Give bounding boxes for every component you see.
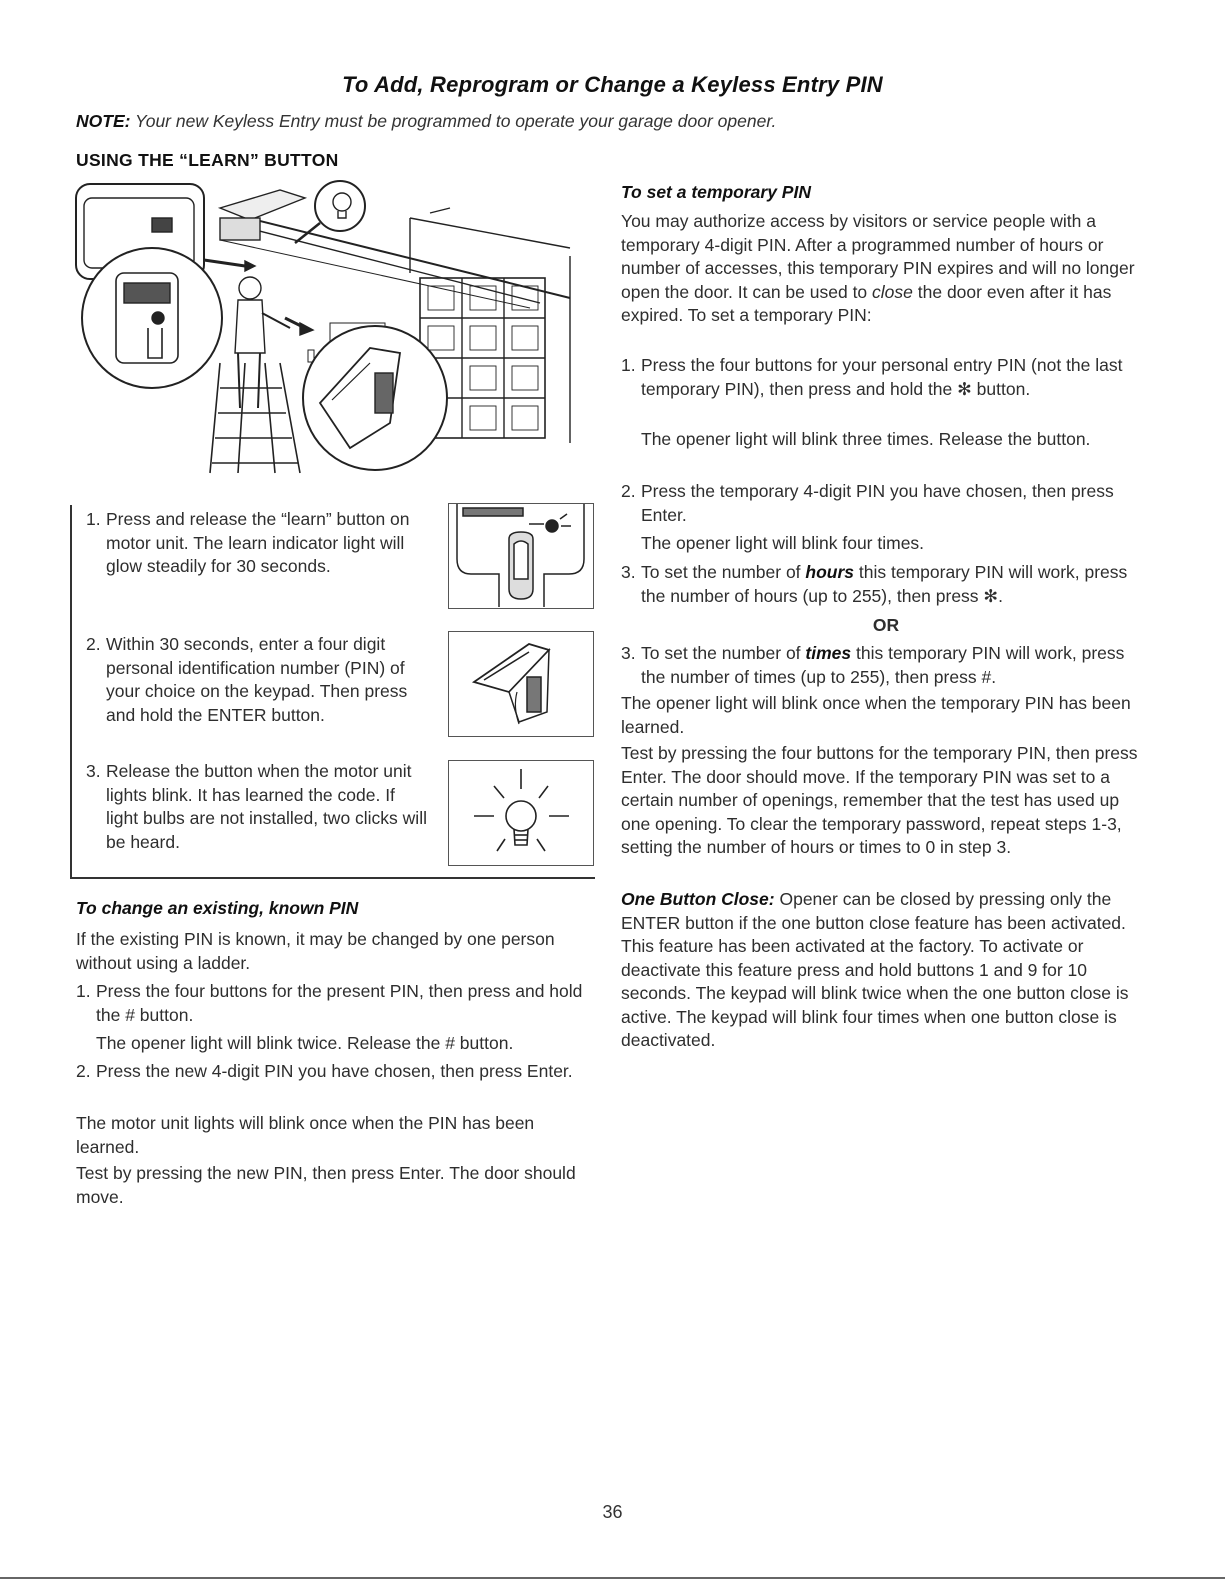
- step-text: Release the button when the motor unit lights blink. It has learned the code. If light bulbs are not installed, two clicks will be heard.: [106, 761, 427, 852]
- garage-scene-illustration: [70, 178, 580, 483]
- one-button-close: [621, 888, 1146, 1053]
- motor-unit-learn-button-icon: [449, 504, 592, 607]
- learn-step-3: [86, 760, 431, 854]
- temp-pin-step-3-times: [621, 642, 1151, 689]
- step-number: 1.: [86, 509, 101, 529]
- step-text: Press the four buttons for your personal entry PIN (not the last temporary PIN), then press and hold the ✻ button.: [641, 355, 1123, 399]
- step-number: 3.: [86, 761, 101, 781]
- step-number: 3.: [621, 643, 636, 663]
- temp-pin-heading: To set a temporary PIN: [621, 182, 811, 202]
- change-pin-intro: If the existing PIN is known, it may be changed by one person without using a ladder.: [76, 929, 555, 973]
- steps-bottom-rule: [70, 877, 595, 879]
- learn-step-1: [86, 508, 431, 579]
- step-number: 1.: [621, 355, 636, 375]
- or-separator: OR: [872, 615, 900, 635]
- note: [76, 111, 776, 132]
- note-text: Your new Keyless Entry must be programmed to operate your garage door opener.: [130, 111, 777, 131]
- temp-pin-intro: [621, 210, 1151, 328]
- step-text: Within 30 seconds, enter a four digit personal identification number (PIN) of your choice on the keypad. Then press and hold the ENTER button.: [106, 634, 408, 725]
- steps-left-rule: [70, 505, 72, 877]
- temp-intro-a: You may authorize access by visitors or service people with a temporary 4-digit PIN. After a programmed number of hours or number of accesses, this temporary PIN expires and will no longer open the door. It can be used to: [621, 211, 1135, 302]
- light-bulb-icon: [449, 761, 592, 864]
- page-bottom-rule: [0, 1577, 1225, 1579]
- change-pin-step-2: [76, 1060, 586, 1084]
- light-bulb-figure: [448, 760, 594, 866]
- step-text-emphasis: times: [805, 643, 852, 663]
- step-text-post: this temporary PIN will work, press the number of hours (up to 255), then press ✻.: [641, 562, 1128, 606]
- temp-pin-step-2-note: The opener light will blink four times.: [641, 533, 925, 553]
- change-pin-after: The motor unit lights will blink once when the PIN has been learned.: [76, 1113, 535, 1157]
- step-text: Press the new 4-digit PIN you have chosen, then press Enter.: [96, 1061, 573, 1081]
- one-button-close-text: Opener can be closed by pressing only the ENTER button if the one button close feature has been activated. This feature has been activated at the factory. To activate or deactivate this feature press and hold buttons 1 and 9 for 10 seconds. The keypad will blink twice when the one button close is active. The keypad will blink four times when one button close is deactivated.: [621, 889, 1129, 1050]
- temp-pin-step-1-note: The opener light will blink three times. Release the button.: [641, 429, 1091, 449]
- keypad-hand-icon: [449, 632, 592, 735]
- step-text: Press the temporary 4-digit PIN you have chosen, then press Enter.: [641, 481, 1114, 525]
- change-pin-step-1-note: The opener light will blink twice. Release the # button.: [96, 1033, 514, 1053]
- page-number: 36: [602, 1502, 623, 1522]
- temp-pin-step-2: [621, 480, 1151, 527]
- page-title: To Add, Reprogram or Change a Keyless Entry PIN: [342, 72, 883, 97]
- step-text: Press the four buttons for the present PIN, then press and hold the # button.: [96, 981, 583, 1025]
- step-text-emphasis: hours: [805, 562, 855, 582]
- temp-pin-learned: The opener light will blink once when the temporary PIN has been learned.: [621, 693, 1131, 737]
- step-number: 2.: [86, 634, 101, 654]
- note-label: NOTE:: [76, 111, 131, 131]
- one-button-close-label: One Button Close:: [621, 889, 775, 909]
- temp-intro-close: close: [872, 281, 913, 302]
- learn-step-2: [86, 633, 431, 727]
- step-number: 3.: [621, 562, 636, 582]
- step-number: 1.: [76, 981, 91, 1001]
- change-pin-test: Test by pressing the new PIN, then press Enter. The door should move.: [76, 1163, 576, 1207]
- step-text: Press and release the “learn” button on motor unit. The learn indicator light will glow steadily for 30 seconds.: [106, 509, 410, 576]
- step-text: [641, 561, 1151, 608]
- temp-pin-test: Test by pressing the four buttons for the temporary PIN, then press Enter. The door should move. If the temporary PIN was set to a certain number of openings, remember that the test has used up one opening. To clear the temporary password, repeat steps 1-3, setting the number of hours or times to 0 in step 3.: [621, 743, 1138, 857]
- step-number: 2.: [621, 481, 636, 501]
- step-text-post: this temporary PIN will work, press the number of times (up to 255), then press #.: [641, 643, 1125, 687]
- learn-heading: USING THE “LEARN” BUTTON: [76, 150, 339, 170]
- step-text-pre: To set the number of: [641, 562, 806, 582]
- change-pin-step-1: [76, 980, 586, 1027]
- change-pin-heading: To change an existing, known PIN: [76, 898, 359, 918]
- motor-unit-learn-button-figure: [448, 503, 594, 609]
- step-text: [641, 642, 1151, 689]
- temp-intro-b: the door even after it has expired. To set a temporary PIN:: [621, 281, 1112, 325]
- step-text-pre: To set the number of: [641, 643, 806, 663]
- step-number: 2.: [76, 1061, 91, 1081]
- keypad-hand-figure: [448, 631, 594, 737]
- temp-pin-step-3-hours: [621, 561, 1151, 608]
- temp-pin-step-1: [621, 354, 1151, 401]
